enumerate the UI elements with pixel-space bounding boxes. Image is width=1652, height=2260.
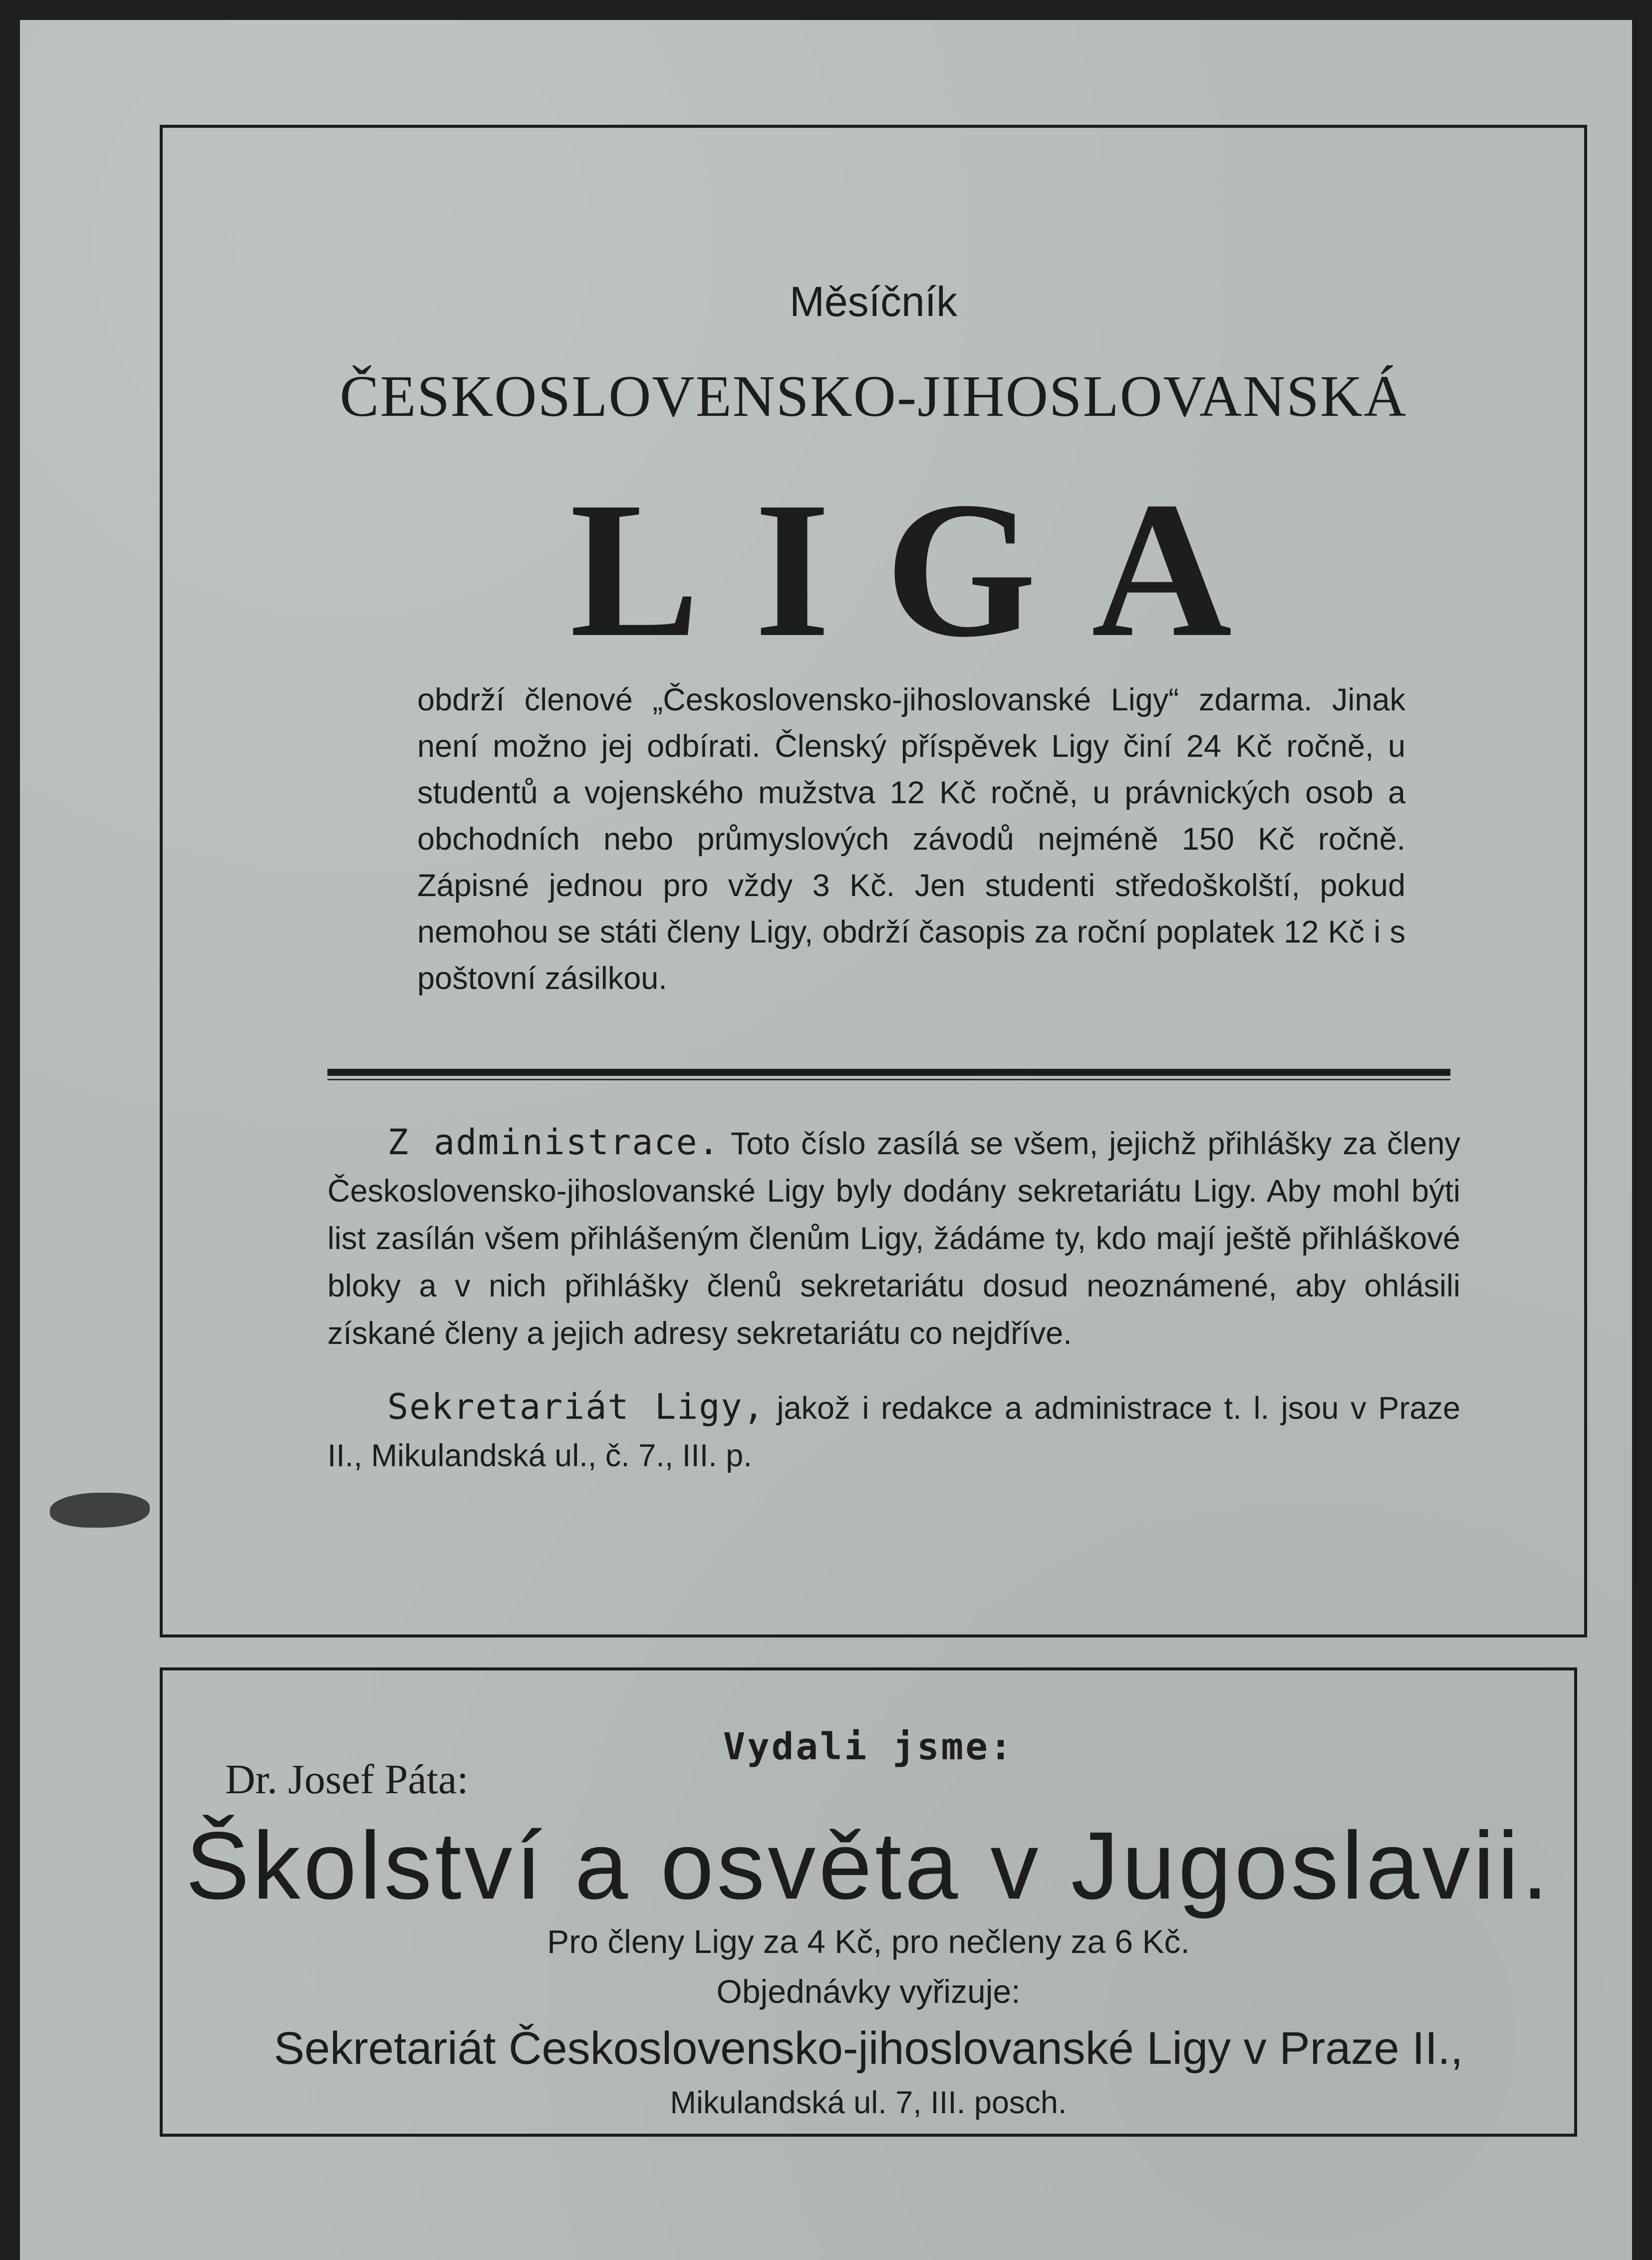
subtitle: Měsíčník bbox=[789, 278, 958, 325]
administration-text: Toto číslo zasílá se všem, jejichž přihlášky za členy Československo-jihoslovanské Ligy byly dodány sekretariátu Ligy. Aby mohl býti list zasílán všem přihlášeným členům Ligy, žádáme ty, kdo mají ještě přihláškové bloky a v nich přihlášky členů sekretariátu dosud neoznámené, aby ohlásili získané členy a jejich adresy sekretariátu co nejdříve. bbox=[327, 1126, 1460, 1351]
secretariat-paragraph bbox=[327, 1383, 1460, 1480]
divider bbox=[327, 1069, 1450, 1076]
advert-box bbox=[160, 1667, 1577, 2137]
publisher-name: Sekretariát Československo-jihoslovanské Ligy v Praze II., bbox=[274, 2023, 1463, 2074]
advert-heading: Vydali jsme: bbox=[723, 1725, 1014, 1768]
ink-stain bbox=[50, 1493, 150, 1528]
secretariat-lead: Sekretariát Ligy, bbox=[387, 1386, 765, 1427]
publisher-address: Mikulandská ul. 7, III. posch. bbox=[670, 2085, 1067, 2120]
secretariat-text: jakož i redakce a administrace t. l. jsou v Praze II., Mikulandská ul., č. 7., III. p. bbox=[327, 1391, 1460, 1473]
administration-lead: Z administrace. bbox=[387, 1122, 720, 1163]
masthead-box bbox=[160, 125, 1587, 1637]
administration-paragraph bbox=[327, 1119, 1460, 1357]
league-name: ČESKOSLOVENSKO-JIHOSLOVANSKÁ bbox=[339, 363, 1407, 429]
book-price: Pro členy Ligy za 4 Kč, pro nečleny za 6 Kč. bbox=[547, 1923, 1190, 1960]
book-author: Dr. Josef Páta: bbox=[225, 1756, 469, 1803]
membership-paragraph: obdrží členové „Československo-jihoslovanské Ligy“ zdarma. Jinak není možno jej odbírati. Členský příspěvek Ligy činí 24 Kč ročně, u studentů a vojenského mužstva 12 Kč ročně, u právnických osob a obchodních nebo průmyslových závodů nejméně 150 Kč ročně. Zápisné jednou pro vždy 3 Kč. Jen studenti středoškolští, pokud nemohou se státi členy Ligy, obdrží časopis za roční poplatek 12 Kč i s poštovní zásilkou. bbox=[417, 682, 1405, 996]
masthead-title: LIGA bbox=[569, 462, 1287, 677]
orders-label: Objednávky vyřizuje: bbox=[716, 1973, 1021, 2010]
divider-thin bbox=[327, 1079, 1450, 1080]
page bbox=[20, 20, 1632, 2260]
book-title: Školství a osvěta v Jugoslavii. bbox=[185, 1812, 1552, 1919]
